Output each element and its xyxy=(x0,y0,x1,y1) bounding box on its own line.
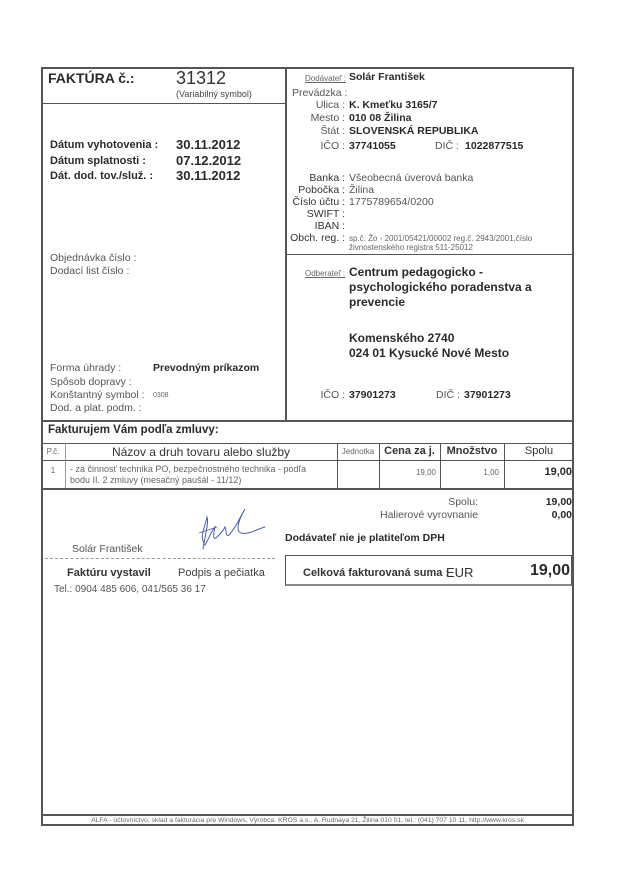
divider-supplier-customer xyxy=(285,254,574,255)
subtotal-label: Spolu: xyxy=(448,496,478,508)
divider-footer xyxy=(41,814,574,816)
divider-items-top xyxy=(41,420,574,422)
supplier-dic-label: DIČ : xyxy=(435,140,459,152)
customer-name-line1: Centrum pedagogicko - xyxy=(349,265,484,279)
date-delivery-label: Dát. dod. tov./služ. : xyxy=(50,170,154,182)
supplier-street: K. Kmeťku 3165/7 xyxy=(349,99,438,111)
software-footer: ALFA - účtovníctvo, sklad a fakturácia pre Windows, Výrobca: KROS a.s., A. Rudnaya 21, Žilina 010 01, tel.: (041) 707 10 11, http://www.kros.sk xyxy=(91,817,524,824)
rounding-label: Halierové vyrovnanie xyxy=(380,509,479,521)
vat-note: Dodávateľ nie je platiteľom DPH xyxy=(285,532,445,544)
customer-street: Komenského 2740 xyxy=(349,331,455,345)
branch-value: Žilina xyxy=(349,184,375,196)
total-value: 19,00 xyxy=(529,562,570,579)
supplier-city-label: Mesto : xyxy=(310,112,345,124)
issuer-name: Solár František xyxy=(72,543,143,555)
payment-method-value: Prevodným príkazom xyxy=(153,362,260,374)
supplier-country: SLOVENSKÁ REPUBLIKA xyxy=(349,125,479,137)
customer-label: Odberateľ : xyxy=(305,269,346,278)
items-section-title: Fakturujem Vám podľa zmluvy: xyxy=(48,424,219,436)
registry-line2: živnostenského registra 511-25012 xyxy=(349,243,473,252)
stamp-signature-line xyxy=(163,558,275,559)
payment-method-label: Forma úhrady : xyxy=(50,362,122,374)
rounding-value: 0,00 xyxy=(551,509,572,521)
invoice-number: 31312 xyxy=(176,68,227,88)
registry-line1: sp.č. Žo - 2001/05421/00002 reg.č. 2943/2001,číslo xyxy=(349,234,533,243)
supplier-premises-label: Prevádzka : xyxy=(292,87,348,99)
col-header-qty: Množstvo xyxy=(446,445,498,457)
subtotal-value: 19,00 xyxy=(545,496,572,508)
divider-header xyxy=(41,103,285,104)
date-due-label: Dátum splatnosti : xyxy=(50,155,146,167)
transport-label: Spôsob dopravy : xyxy=(50,376,132,388)
date-issue-label: Dátum vyhotovenia : xyxy=(50,139,159,151)
delivery-note-label: Dodací list číslo : xyxy=(50,265,130,277)
customer-city: 024 01 Kysucké Nové Mesto xyxy=(349,346,510,360)
registry-label: Obch. reg. : xyxy=(290,232,345,244)
stamp-label: Podpis a pečiatka xyxy=(178,567,265,579)
order-number-label: Objednávka číslo : xyxy=(50,252,137,264)
supplier-ico-label: IČO : xyxy=(320,140,345,152)
account-value: 1775789654/0200 xyxy=(349,196,434,208)
customer-ico: 37901273 xyxy=(349,389,396,401)
issuer-signature-line xyxy=(45,558,160,559)
total-currency: EUR xyxy=(446,565,474,580)
customer-name-line2: psychologického poradenstva a xyxy=(349,280,532,294)
swift-label: SWIFT : xyxy=(306,208,345,220)
supplier-country-label: Štát : xyxy=(320,125,345,137)
divider-table-header-top xyxy=(41,443,574,444)
customer-ico-label: IČO : xyxy=(320,389,345,401)
supplier-dic: 1022877515 xyxy=(465,140,524,152)
total-label: Celková fakturovaná suma : xyxy=(303,567,450,579)
supplier-name: Solár František xyxy=(349,71,425,83)
col-header-no: P.č. xyxy=(46,447,60,456)
customer-name-line3: prevencie xyxy=(349,295,406,309)
divider-vertical-top xyxy=(285,67,287,420)
supplier-ico: 37741055 xyxy=(349,140,396,152)
iban-label: IBAN : xyxy=(314,220,345,232)
account-label: Číslo účtu : xyxy=(292,196,345,208)
issuer-phone: Tel.: 0904 485 606, 041/565 36 17 xyxy=(54,584,206,595)
divider-table-header-bottom xyxy=(41,460,574,461)
customer-dic-label: DIČ : xyxy=(436,389,460,401)
col-header-unit-price: Cena za j. xyxy=(384,445,435,457)
issuer-label: Faktúru vystavil xyxy=(67,567,151,579)
col-header-total: Spolu xyxy=(524,445,554,457)
date-due-value: 07.12.2012 xyxy=(176,153,242,168)
branch-label: Pobočka : xyxy=(298,184,345,196)
constant-symbol-label: Konštantný symbol : xyxy=(50,389,145,401)
terms-label: Dod. a plat. podm. : xyxy=(50,402,142,414)
row-description-line1: - za činnosť technika PO, bezpečnostného technika - podľa xyxy=(70,464,307,474)
row-description-line2: bodu II. 2 zmluvy (mesačný paušál - 11/12) xyxy=(70,475,242,485)
date-issue-value: 30.11.2012 xyxy=(176,137,241,152)
bank-label: Banka : xyxy=(309,172,345,184)
row-qty: 1,00 xyxy=(483,468,499,477)
handwritten-signature-icon xyxy=(195,505,270,555)
bank-value: Všeobecná úverová banka xyxy=(349,172,474,184)
row-no: 1 xyxy=(50,466,56,475)
supplier-city: 010 08 Žilina xyxy=(349,112,412,124)
col-header-unit: Jednotka xyxy=(341,447,375,456)
date-delivery-value: 30.11.2012 xyxy=(176,168,241,183)
supplier-street-label: Ulica : xyxy=(315,99,345,111)
supplier-label: Dodávateľ : xyxy=(305,74,347,83)
row-unit-price: 19,00 xyxy=(415,468,436,477)
row-total: 19,00 xyxy=(544,466,572,478)
customer-dic: 37901273 xyxy=(464,389,511,401)
invoice-number-note: (Variabilný symbol) xyxy=(176,89,252,99)
constant-symbol-value: 0308 xyxy=(153,392,169,399)
col-header-description: Názov a druh tovaru alebo služby xyxy=(111,445,291,459)
divider-table-bottom xyxy=(41,488,574,490)
invoice-title: FAKTÚRA č.: xyxy=(48,70,135,86)
